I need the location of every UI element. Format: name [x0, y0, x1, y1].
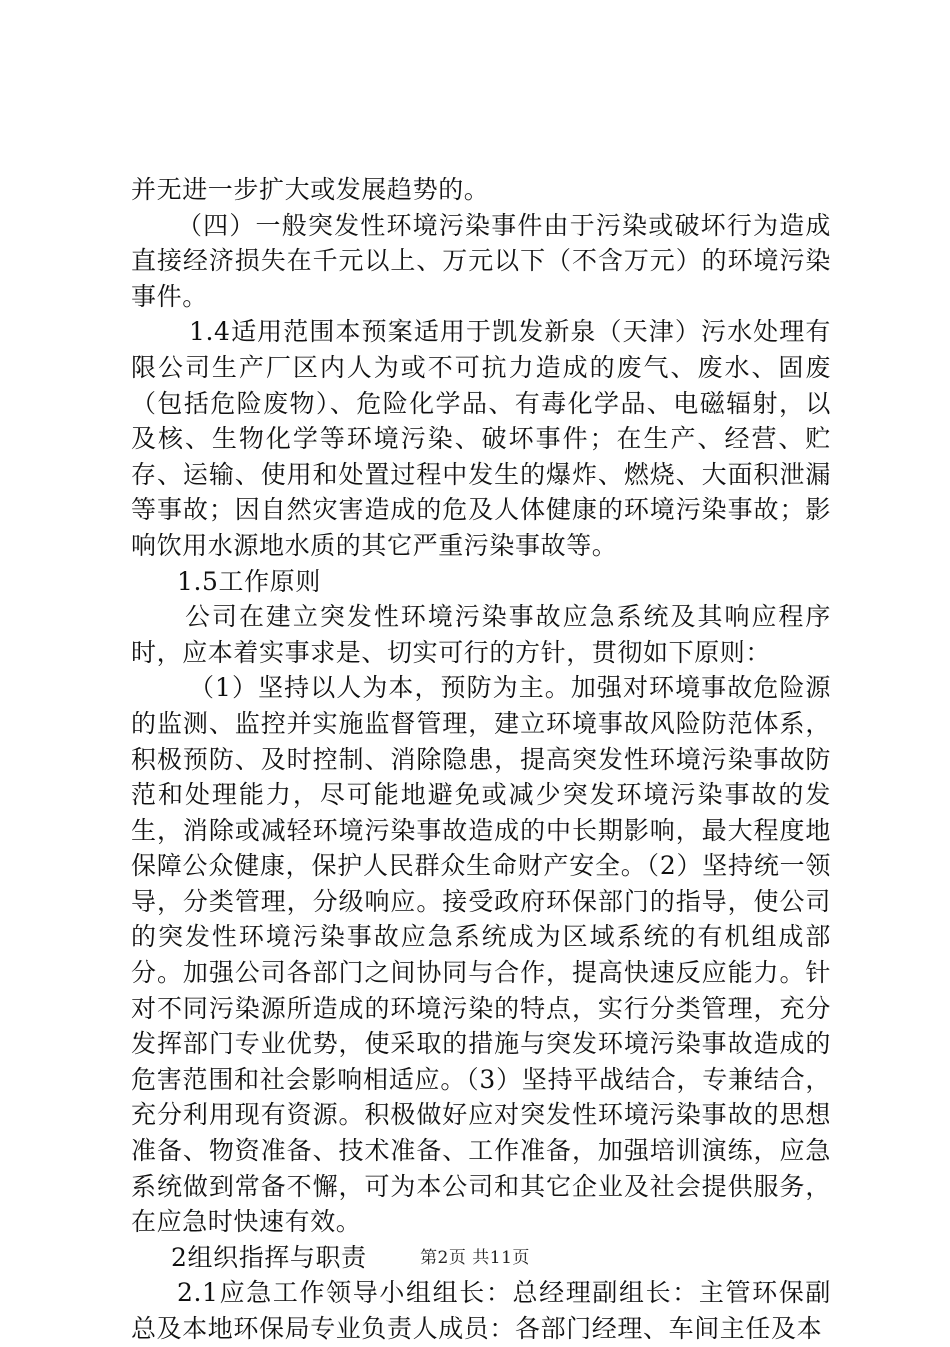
heading-organization: 2组织指挥与职责 [171, 1242, 367, 1272]
paragraph-scope: 1.4适用范围本预案适用于凯发新泉（天津）污水处理有限公司生产厂区内人为或不可抗力造成的废气、废水、固废（包括危险废物）、危险化学品、有毒化学品、电磁辐射，以及核、生物化学等环境污染、破坏事件；在生产、经营、贮存、运输、使用和处置过程中发生的爆炸、燃烧、大面积泄漏等事故；因自然灾害造成的危及人体健康的环境污染事故；影响饮用水源地水质的其它严重污染事故等。 [131, 317, 831, 560]
paragraph-principles-list: （1）坚持以人为本，预防为主。加强对环境事故危险源的监测、监控并实施监督管理，建立环境事故风险防范体系，积极预防、及时控制、消除隐患，提高突发性环境污染事故防范和处理能力，尽可能地避免或减少突发环境污染事故的发生，消除或减轻环境污染事故造成的中长期影响，最大程度地保障公众健康，保护人民群众生命财产安全。（2）坚持统一领导，分类管理，分级响应。接受政府环保部门的指导，使公司的突发性环境污染事故应急系统成为区域系统的有机组成部分。加强公司各部门之间协同与合作，提高快速反应能力。针对不同污染源所造成的环境污染的特点，实行分类管理，充分发挥部门专业优势，使采取的措施与突发环境污染事故造成的危害范围和社会影响相适应。（3）坚持平战结合，专兼结合，充分利用现有资源。积极做好应对突发性环境污染事故的思想准备、物资准备、技术准备、工作准备，加强培训演练，应急系统做到常备不懈，可为本公司和其它企业及社会提供服务，在应急时快速有效。 [131, 673, 831, 1237]
page-number-footer: 第2页 共11页 [420, 1248, 530, 1268]
paragraph-trend: 并无进一步扩大或发展趋势的。 [131, 175, 490, 204]
paragraph-principles-intro: 公司在建立突发性环境污染事故应急系统及其响应程序时，应本着实事求是、切实可行的方针，贯彻如下原则： [131, 602, 831, 667]
paragraph-general-incident: （四）一般突发性环境污染事件由于污染或破坏行为造成直接经济损失在千元以上、万元以下（不含万元）的环境污染事件。 [131, 210, 831, 311]
heading-work-principles: 1.5工作原则 [177, 566, 321, 596]
document-body [131, 172, 831, 1347]
paragraph-leadership-group: 2.1应急工作领导小组组长：总经理副组长：主管环保副总及本地环保局专业负责人成员：各部门经理、车间主任及本 [131, 1278, 831, 1343]
